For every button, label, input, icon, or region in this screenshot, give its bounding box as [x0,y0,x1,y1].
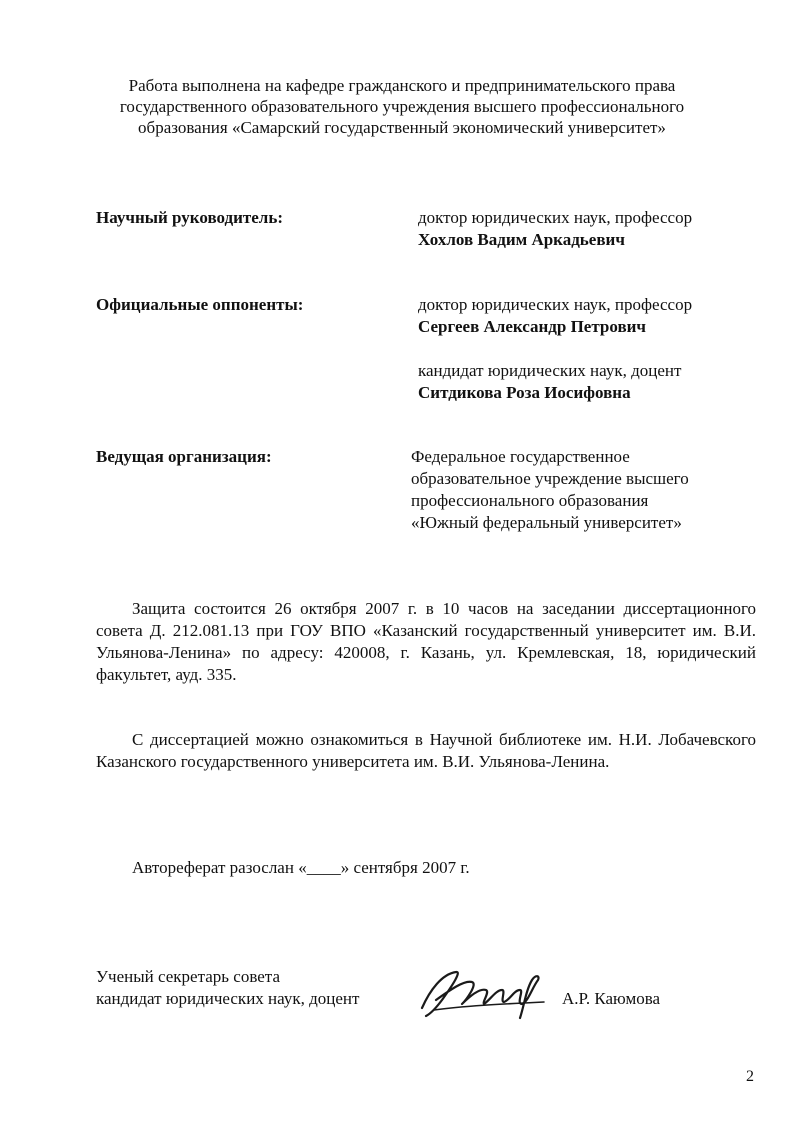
opponents-role: Официальные оппоненты: [96,295,304,314]
supervisor-info [418,207,692,251]
abstract-sent-date: Автореферат разослан «____» сентября 2007 г. [132,858,470,877]
opponent-first-info [418,294,692,338]
intro-line: Работа выполнена на кафедре гражданского и предпринимательского права [128,76,676,95]
signature-image [412,960,552,1024]
supervisor-name: Хохлов Вадим Аркадьевич [418,230,625,249]
lead-org-role: Ведущая организация: [96,447,272,466]
lead-org-line: Федеральное государственное [411,447,630,466]
supervisor-role: Научный руководитель: [96,208,283,227]
opponent-first-name: Сергеев Александр Петрович [418,317,647,336]
lead-org-line: профессионального образования [411,491,649,510]
library-paragraph: С диссертацией можно ознакомиться в Научной библиотеке им. Н.И. Лобачевского Казанского государственного университета им. В.И. Ульянова-Ленина. [96,730,756,771]
secretary-block [96,966,359,1010]
defense-paragraph: Защита состоится 26 октября 2007 г. в 10 часов на заседании диссертационного совета Д. 212.081.13 при ГОУ ВПО «Казанский государственный университет им. В.И. Ульянова-Ленина» по адресу: 420008, г. Казань, ул. Кремлевская, 18, юридический факультет, ауд. 335. [96,599,756,684]
opponent-first-title: доктор юридических наук, профессор [418,295,693,314]
page-number: 2 [746,1068,754,1085]
supervisor-title: доктор юридических наук, профессор [418,208,693,227]
secretary-name: А.Р. Каюмова [562,989,661,1008]
intro-line: государственного образовательного учреждения высшего профессионального [119,97,685,116]
lead-org-line: образовательное учреждение высшего [411,469,689,488]
intro-text [96,75,708,138]
opponent-second-title: кандидат юридических наук, доцент [418,361,682,380]
secretary-line-2: кандидат юридических наук, доцент [96,989,360,1008]
intro-line: образования «Самарский государственный экономический университет» [138,118,666,137]
opponent-second-name: Ситдикова Роза Иосифовна [418,383,631,402]
lead-org-info [411,446,689,534]
opponent-second-info [418,360,681,404]
secretary-line-1: Ученый секретарь совета [96,967,280,986]
lead-org-line: «Южный федеральный университет» [411,513,682,532]
